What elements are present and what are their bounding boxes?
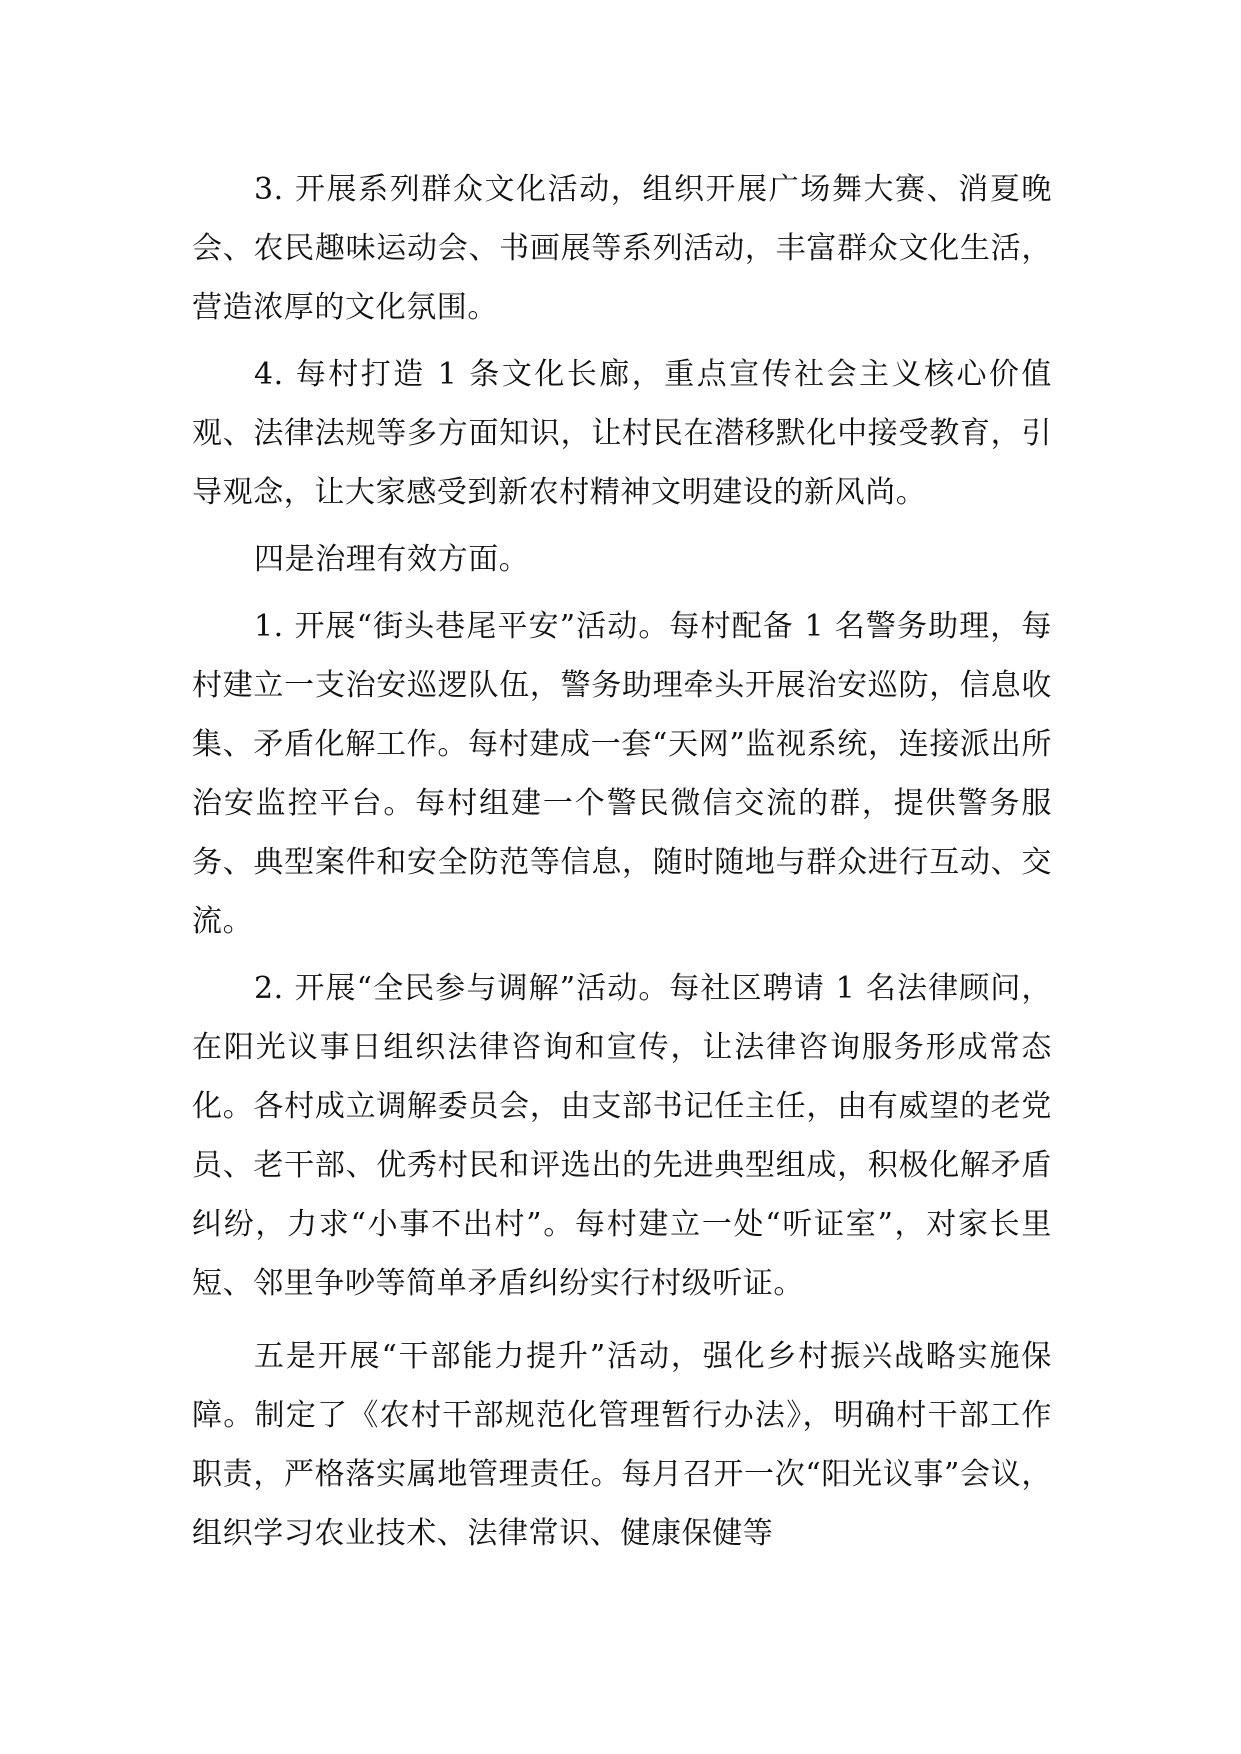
paragraph-mediation: 2. 开展“全民参与调解”活动。每社区聘请 1 名法律顾问，在阳光议事日组织法律咨询和宣传，让法律咨询服务形成常态化。各村成立调解委员会，由支部书记任主任，由有威望的老党员、老干部、优秀村民和评选出的先进典型组成，积极化解矛盾纠纷，力求“小事不出村”。每村建立一处“听证室”，对家长里短、邻里争吵等简单矛盾纠纷实行村级听证。 <box>192 971 1052 1301</box>
paragraph-cadre-ability: 五是开展“干部能力提升”活动，强化乡村振兴战略实施保障。制定了《农村干部规范化管理暂行办法》，明确村干部工作职责，严格落实属地管理责任。每月召开一次“阳光议事”会议，组织学习农业技术、法律常识、健康保健等 <box>192 1339 1052 1551</box>
paragraph-street-safety: 1. 开展“街头巷尾平安”活动。每村配备 1 名警务助理，每村建立一支治安巡逻队伍，警务助理牵头开展治安巡防，信息收集、矛盾化解工作。每村建成一套“天网”监视系统，连接派出所治安监控平台。每村组建一个警民微信交流的群，提供警务服务、典型案件和安全防范等信息，随时随地与群众进行互动、交流。 <box>192 609 1052 939</box>
paragraph-culture-activities: 3. 开展系列群众文化活动，组织开展广场舞大赛、消夏晚会、农民趣味运动会、书画展等系列活动，丰富群众文化生活，营造浓厚的文化氛围。 <box>192 172 1052 325</box>
document-page <box>192 160 1052 1571</box>
section-heading-governance: 四是治理有效方面。 <box>254 542 530 577</box>
paragraph-culture-corridor: 4. 每村打造 1 条文化长廊，重点宣传社会主义核心价值观、法律法规等多方面知识，让村民在潜移默化中接受教育，引导观念，让大家感受到新农村精神文明建设的新风尚。 <box>192 357 1052 510</box>
